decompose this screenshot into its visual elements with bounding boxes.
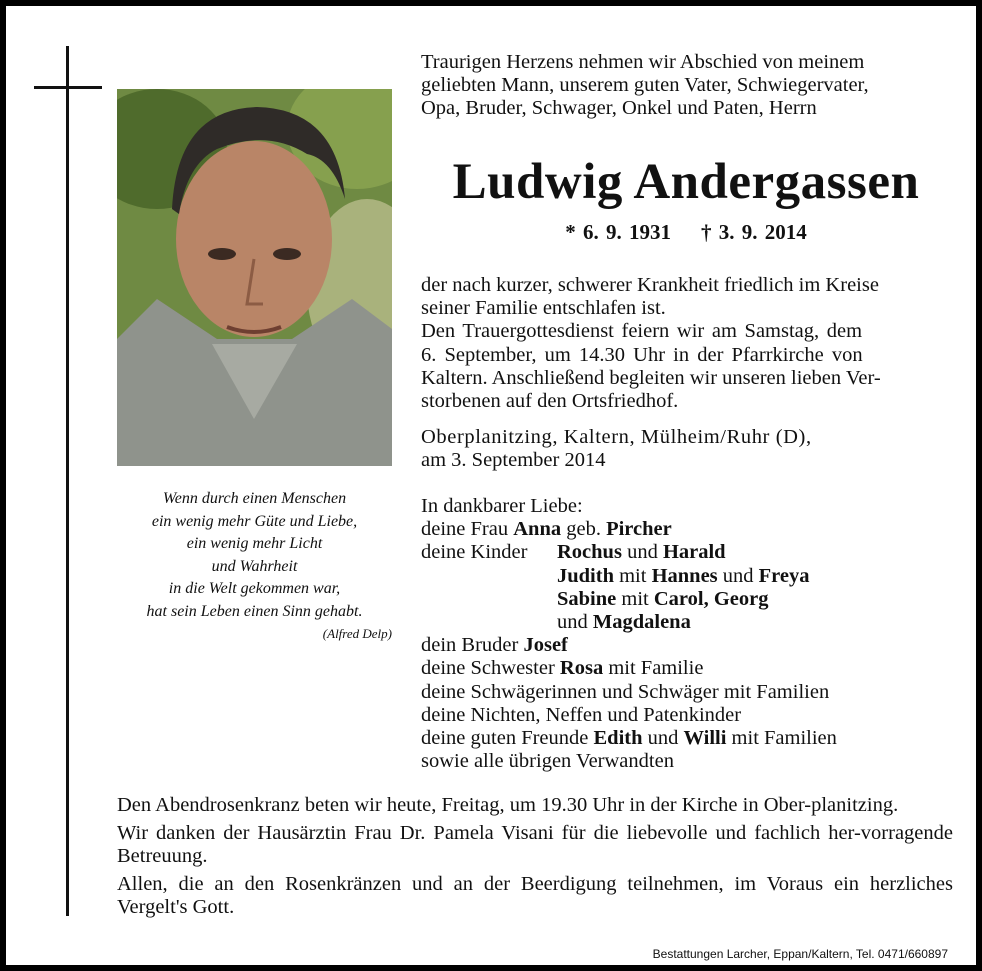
deceased-name: Ludwig Andergassen bbox=[452, 154, 920, 210]
mourner-brother: dein Bruder Josef bbox=[421, 634, 568, 657]
date-line: am 3. September 2014 bbox=[421, 449, 606, 472]
quote-line: hat sein Leben einen Sinn gehabt. bbox=[146, 602, 363, 620]
quote-source: (Alfred Delp) bbox=[322, 626, 392, 641]
announcement-text bbox=[421, 274, 881, 413]
mourner-wife: deine Frau Anna geb. Pircher bbox=[421, 518, 672, 541]
general-thanks: Allen, die an den Rosenkränzen und an der Beerdigung teilnehmen, im Voraus ein herzliches Vergelt's Gott. bbox=[117, 872, 953, 918]
portrait-photo bbox=[117, 89, 392, 466]
life-dates bbox=[421, 220, 951, 245]
mourner-child: und Magdalena bbox=[557, 611, 691, 634]
mourner-child: Sabine mit Carol, Georg bbox=[557, 587, 769, 610]
rosary-notice: Den Abendrosenkranz beten wir heute, Freitag, um 19.30 Uhr in der Kirche in Ober-planitzing. bbox=[117, 794, 899, 816]
mourner-relatives: sowie alle übrigen Verwandten bbox=[421, 750, 674, 773]
body-line: 6. September, um 14.30 Uhr in der Pfarrkirche von bbox=[421, 343, 863, 366]
birth-date: * 6. 9. 1931 bbox=[565, 220, 671, 244]
mourner-sister: deine Schwester Rosa mit Familie bbox=[421, 657, 704, 680]
quote-line: ein wenig mehr Licht bbox=[186, 535, 323, 552]
quote-line: in die Welt gekommen war, bbox=[168, 580, 341, 597]
mourner-nieces: deine Nichten, Neffen und Patenkinder bbox=[421, 703, 742, 726]
intro-line: Traurigen Herzens nehmen wir Abschied von meinem bbox=[421, 51, 865, 73]
body-line: Kaltern. Anschließend begleiten wir unseren lieben Ver- bbox=[421, 366, 881, 389]
body-line: storbenen auf den Ortsfriedhof. bbox=[421, 390, 679, 413]
body-line: Den Trauergottesdienst feiern wir am Samstag, dem bbox=[421, 320, 863, 343]
mourner-inlaws: deine Schwägerinnen und Schwäger mit Familien bbox=[421, 680, 830, 703]
thanks-intro: In dankbarer Liebe: bbox=[421, 495, 583, 517]
place-date bbox=[421, 426, 812, 472]
doctor-thanks: Wir danken der Hausärztin Frau Dr. Pamela Visani für die liebevolle und fachlich her-vorragende Betreuung. bbox=[117, 821, 953, 867]
body-line: seiner Familie entschlafen ist. bbox=[421, 297, 666, 320]
death-date: † 3. 9. 2014 bbox=[701, 220, 807, 244]
intro-line: Opa, Bruder, Schwager, Onkel und Paten, Herrn bbox=[421, 97, 817, 120]
cross-icon-bar bbox=[34, 86, 102, 89]
memorial-quote bbox=[117, 488, 392, 623]
mourner-children: deine Kinder Rochus und Harald bbox=[421, 541, 726, 564]
place-line: Oberplanitzing, Kaltern, Mülheim/Ruhr (D), bbox=[421, 426, 812, 448]
intro-text bbox=[421, 51, 869, 121]
quote-line: Wenn durch einen Menschen bbox=[162, 490, 347, 507]
quote-line: ein wenig mehr Güte und Liebe, bbox=[151, 512, 358, 530]
funeral-home-info: Bestattungen Larcher, Eppan/Kaltern, Tel. 0471/660897 bbox=[652, 947, 948, 961]
mourner-friends: deine guten Freunde Edith und Willi mit Familien bbox=[421, 727, 837, 750]
body-line: der nach kurzer, schwerer Krankheit friedlich im Kreise bbox=[421, 274, 879, 296]
quote-line: und Wahrheit bbox=[211, 557, 298, 575]
intro-line: geliebten Mann, unserem guten Vater, Schwiegervater, bbox=[421, 74, 869, 97]
mourner-child: Judith mit Hannes und Freya bbox=[557, 564, 810, 587]
cross-icon bbox=[66, 46, 69, 916]
closing-text bbox=[117, 794, 953, 924]
mourners-list bbox=[421, 495, 837, 773]
portrait-illustration bbox=[117, 89, 392, 466]
